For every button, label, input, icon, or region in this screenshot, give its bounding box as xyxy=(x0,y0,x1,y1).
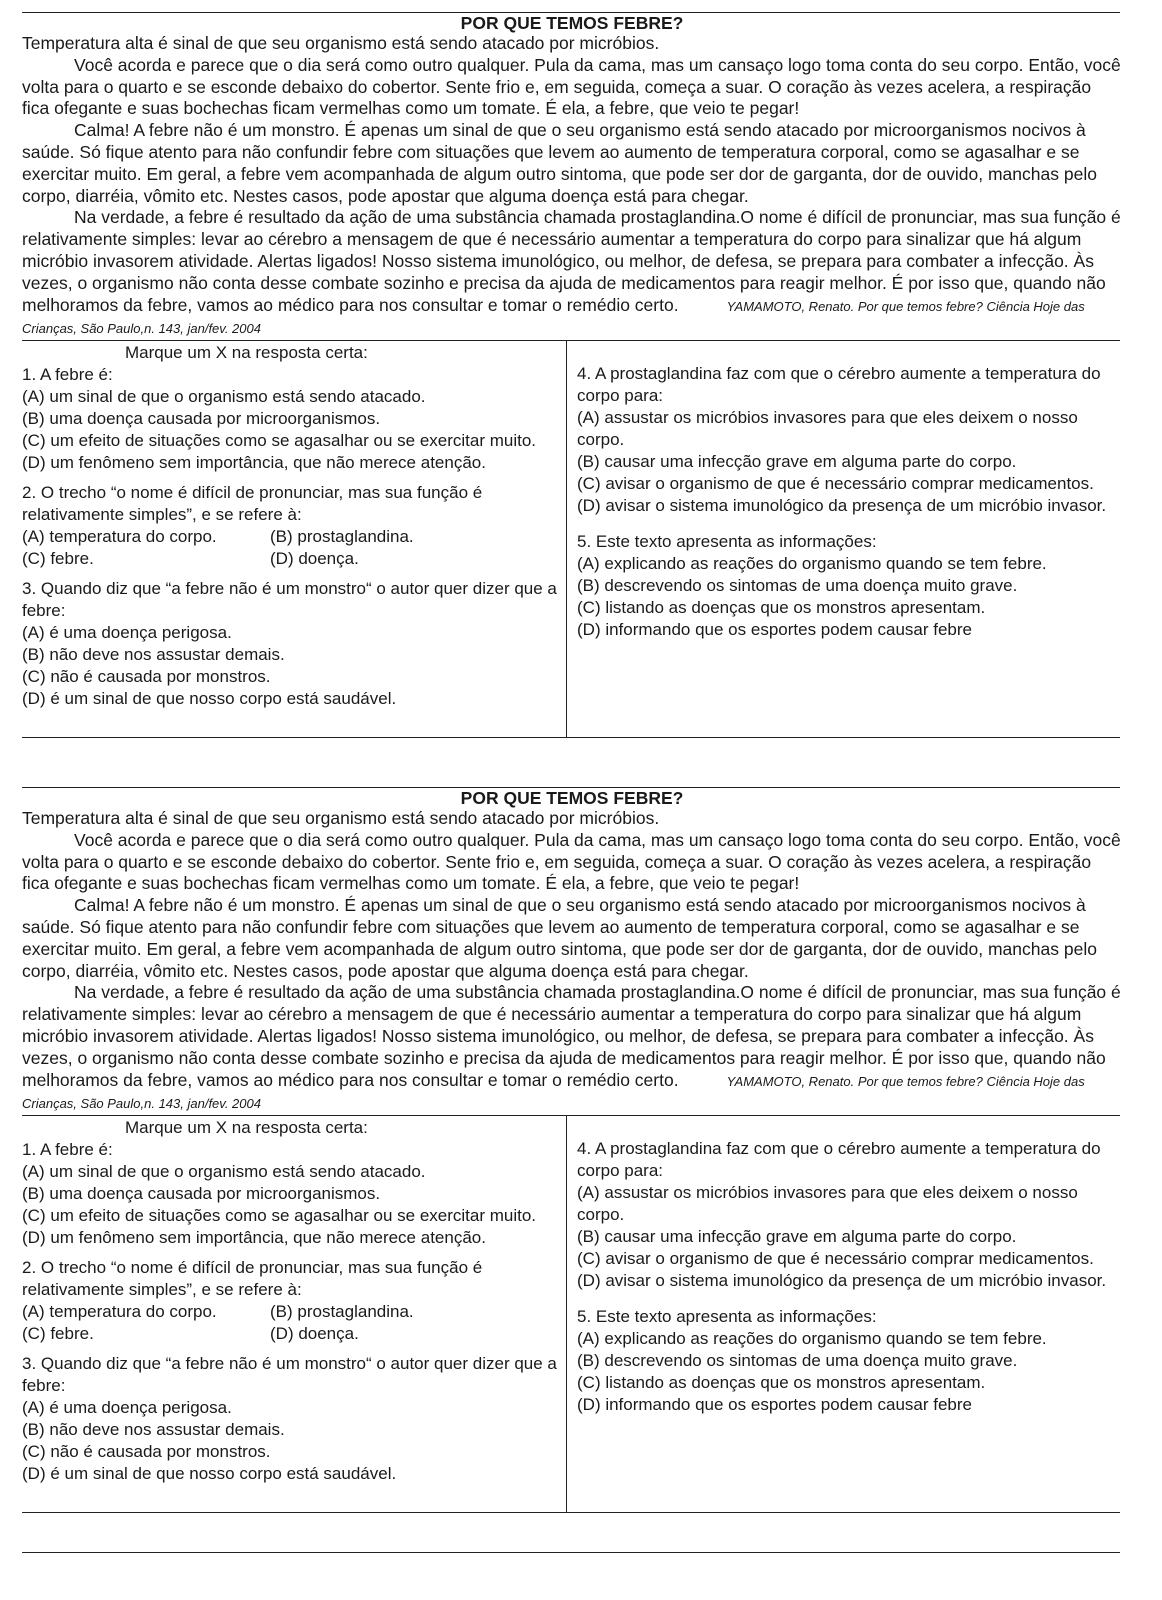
option-d[interactable]: (D) um fenômeno sem importância, que não merece atenção. xyxy=(22,453,486,473)
question-2 xyxy=(22,482,566,570)
option-d[interactable]: (D) informando que os esportes podem causar febre xyxy=(577,620,972,640)
instruction: Marque um X na resposta certa: xyxy=(125,1118,368,1138)
question-2 xyxy=(22,1257,566,1345)
option-d[interactable]: (D) informando que os esportes podem causar febre xyxy=(577,1395,972,1415)
paragraph-2: Calma! A febre não é um monstro. É apenas um sinal de que o seu organismo está sendo atacado por microorganismos nocivos à saúde. Só fique atento para não confundir febre com situações que levem ao aumento de temperatura corporal, como se agasalhar e se exercitar muito. Em geral, a febre vem acompanhada de algum outro sintoma, que pode ser dor de garganta, dor de ouvido, manchas pelo corpo, diarréia, vômito etc. Nestes casos, pode apostar que alguma doença está para chegar. xyxy=(22,120,1097,206)
option-c[interactable]: (C) listando as doenças que os monstros apresentam. xyxy=(577,1373,986,1393)
quiz-left-column xyxy=(22,341,567,737)
option-b[interactable]: (B) não deve nos assustar demais. xyxy=(22,645,285,665)
option-a[interactable]: (A) assustar os micróbios invasores para que eles deixem o nosso corpo. xyxy=(577,1183,1078,1225)
option-b[interactable]: (B) prostaglandina. xyxy=(270,527,414,547)
quiz-section xyxy=(22,340,1120,738)
option-b[interactable]: (B) não deve nos assustar demais. xyxy=(22,1420,285,1440)
option-b[interactable]: (B) causar uma infecção grave em alguma parte do corpo. xyxy=(577,452,1017,472)
option-a[interactable]: (A) é uma doença perigosa. xyxy=(22,1398,232,1418)
paragraph-2: Calma! A febre não é um monstro. É apenas um sinal de que o seu organismo está sendo atacado por microorganismos nocivos à saúde. Só fique atento para não confundir febre com situações que levem ao aumento de temperatura corporal, como se agasalhar e se exercitar muito. Em geral, a febre vem acompanhada de algum outro sintoma, que pode ser dor de garganta, dor de ouvido, manchas pelo corpo, diarréia, vômito etc. Nestes casos, pode apostar que alguma doença está para chegar. xyxy=(22,895,1097,981)
option-a[interactable]: (A) temperatura do corpo. xyxy=(22,1302,217,1322)
instruction: Marque um X na resposta certa: xyxy=(125,343,368,363)
worksheet-copy-2 xyxy=(22,787,1122,1513)
option-c[interactable]: (C) um efeito de situações como se agasalhar ou se exercitar muito. xyxy=(22,1206,537,1226)
option-b[interactable]: (B) causar uma infecção grave em alguma parte do corpo. xyxy=(577,1227,1017,1247)
option-b[interactable]: (B) uma doença causada por microorganismos. xyxy=(22,409,381,429)
option-a[interactable]: (A) temperatura do corpo. xyxy=(22,527,217,547)
question-5 xyxy=(577,1306,1120,1416)
paragraph-1: Você acorda e parece que o dia será como outro qualquer. Pula da cama, mas um cansaço logo toma conta do seu corpo. Então, você volta para o quarto e se esconde debaixo do cobertor. Sente frio e, em seguida, começa a suar. O coração às vezes acelera, a respiração fica ofegante e suas bochechas ficam vermelhas como um tomate. É ela, a febre, que veio te pegar! xyxy=(22,829,1121,894)
question-3 xyxy=(22,1353,566,1485)
page-title: POR QUE TEMOS FEBRE? xyxy=(460,13,684,33)
option-b[interactable]: (B) descrevendo os sintomas de uma doença muito grave. xyxy=(577,576,1018,596)
question-5 xyxy=(577,531,1120,641)
paragraph-1: Você acorda e parece que o dia será como outro qualquer. Pula da cama, mas um cansaço logo toma conta do seu corpo. Então, você volta para o quarto e se esconde debaixo do cobertor. Sente frio e, em seguida, começa a suar. O coração às vezes acelera, a respiração fica ofegante e suas bochechas ficam vermelhas como um tomate. É ela, a febre, que veio te pegar! xyxy=(22,54,1121,119)
question-4 xyxy=(577,1138,1120,1292)
option-b[interactable]: (B) descrevendo os sintomas de uma doença muito grave. xyxy=(577,1351,1018,1371)
quiz-section xyxy=(22,1115,1120,1513)
option-c[interactable]: (C) febre. xyxy=(22,549,94,569)
paragraph-3: Na verdade, a febre é resultado da ação de uma substância chamada prostaglandina.O nome é difícil de pronunciar, mas sua função é relativamente simples: levar ao cérebro a mensagem de que é necessário aumentar a temperatura do corpo para sinalizar que há algum micróbio invasorem atividade. Alertas ligados! Nosso sistema imunológico, ou melhor, de defesa, se prepara para combater a infecção. Às vezes, o organismo não conta desse combate sozinho e precisa da ajuda de medicamentos para reagir melhor. É por isso que, quando não melhoramos da febre, vamos ao médico para nos consultar e tomar o remédio certo. YAMAMOTO, Renato. Por que temos febre? Ciência Hoje das Crianças, São Paulo,n. 143, jan/fev. 2004 xyxy=(22,207,1121,337)
question-stem: 1. A febre é: xyxy=(22,1140,113,1160)
question-stem: 3. Quando diz que “a febre não é um monstro“ o autor quer dizer que a febre: xyxy=(22,579,557,621)
question-stem: 5. Este texto apresenta as informações: xyxy=(577,532,877,552)
question-stem: 2. O trecho “o nome é difícil de pronunciar, mas sua função é relativamente simples”, e se refere à: xyxy=(22,1258,483,1300)
option-c[interactable]: (C) listando as doenças que os monstros apresentam. xyxy=(577,598,986,618)
question-stem: 4. A prostaglandina faz com que o cérebro aumente a temperatura do corpo para: xyxy=(577,1139,1101,1181)
question-3 xyxy=(22,578,566,710)
option-b[interactable]: (B) prostaglandina. xyxy=(270,1302,414,1322)
option-d[interactable]: (D) é um sinal de que nosso corpo está saudável. xyxy=(22,689,397,709)
option-a[interactable]: (A) um sinal de que o organismo está sendo atacado. xyxy=(22,1162,426,1182)
question-stem: 5. Este texto apresenta as informações: xyxy=(577,1307,877,1327)
question-stem: 4. A prostaglandina faz com que o cérebro aumente a temperatura do corpo para: xyxy=(577,364,1101,406)
option-a[interactable]: (A) assustar os micróbios invasores para que eles deixem o nosso corpo. xyxy=(577,408,1078,450)
subtitle: Temperatura alta é sinal de que seu organismo está sendo atacado por micróbios. xyxy=(22,33,660,53)
question-1 xyxy=(22,1139,566,1249)
quiz-right-column xyxy=(567,1116,1120,1512)
option-d[interactable]: (D) avisar o sistema imunológico da presença de um micróbio invasor. xyxy=(577,496,1107,516)
option-a[interactable]: (A) explicando as reações do organismo quando se tem febre. xyxy=(577,554,1047,574)
option-a[interactable]: (A) um sinal de que o organismo está sendo atacado. xyxy=(22,387,426,407)
option-d[interactable]: (D) doença. xyxy=(270,1324,359,1344)
article-text xyxy=(22,33,1122,340)
option-b[interactable]: (B) uma doença causada por microorganismos. xyxy=(22,1184,381,1204)
question-stem: 3. Quando diz que “a febre não é um monstro“ o autor quer dizer que a febre: xyxy=(22,1354,557,1396)
option-a[interactable]: (A) é uma doença perigosa. xyxy=(22,623,232,643)
option-d[interactable]: (D) um fenômeno sem importância, que não merece atenção. xyxy=(22,1228,486,1248)
bottom-rule xyxy=(22,1552,1120,1553)
page-title: POR QUE TEMOS FEBRE? xyxy=(460,788,684,808)
option-c[interactable]: (C) não é causada por monstros. xyxy=(22,1442,271,1462)
option-c[interactable]: (C) avisar o organismo de que é necessário comprar medicamentos. xyxy=(577,1249,1094,1269)
question-1 xyxy=(22,364,566,474)
worksheet-copy-1 xyxy=(22,12,1122,738)
paragraph-3: Na verdade, a febre é resultado da ação de uma substância chamada prostaglandina.O nome é difícil de pronunciar, mas sua função é relativamente simples: levar ao cérebro a mensagem de que é necessário aumentar a temperatura do corpo para sinalizar que há algum micróbio invasorem atividade. Alertas ligados! Nosso sistema imunológico, ou melhor, de defesa, se prepara para combater a infecção. Às vezes, o organismo não conta desse combate sozinho e precisa da ajuda de medicamentos para reagir melhor. É por isso que, quando não melhoramos da febre, vamos ao médico para nos consultar e tomar o remédio certo. YAMAMOTO, Renato. Por que temos febre? Ciência Hoje das Crianças, São Paulo,n. 143, jan/fev. 2004 xyxy=(22,982,1121,1112)
article-text xyxy=(22,808,1122,1115)
option-c[interactable]: (C) febre. xyxy=(22,1324,94,1344)
citation: YAMAMOTO, Renato. Por que temos febre? Ciência Hoje das Crianças, São Paulo,n. 143, jan/fev. 2004 xyxy=(22,298,1085,337)
quiz-right-column xyxy=(567,341,1120,737)
option-d[interactable]: (D) doença. xyxy=(270,549,359,569)
option-c[interactable]: (C) um efeito de situações como se agasalhar ou se exercitar muito. xyxy=(22,431,537,451)
question-4 xyxy=(577,363,1120,517)
option-d[interactable]: (D) é um sinal de que nosso corpo está saudável. xyxy=(22,1464,397,1484)
option-a[interactable]: (A) explicando as reações do organismo quando se tem febre. xyxy=(577,1329,1047,1349)
question-stem: 1. A febre é: xyxy=(22,365,113,385)
option-d[interactable]: (D) avisar o sistema imunológico da presença de um micróbio invasor. xyxy=(577,1271,1107,1291)
option-c[interactable]: (C) avisar o organismo de que é necessário comprar medicamentos. xyxy=(577,474,1094,494)
citation: YAMAMOTO, Renato. Por que temos febre? Ciência Hoje das Crianças, São Paulo,n. 143, jan/fev. 2004 xyxy=(22,1073,1085,1112)
subtitle: Temperatura alta é sinal de que seu organismo está sendo atacado por micróbios. xyxy=(22,808,660,828)
option-c[interactable]: (C) não é causada por monstros. xyxy=(22,667,271,687)
quiz-left-column xyxy=(22,1116,567,1512)
question-stem: 2. O trecho “o nome é difícil de pronunciar, mas sua função é relativamente simples”, e se refere à: xyxy=(22,483,483,525)
